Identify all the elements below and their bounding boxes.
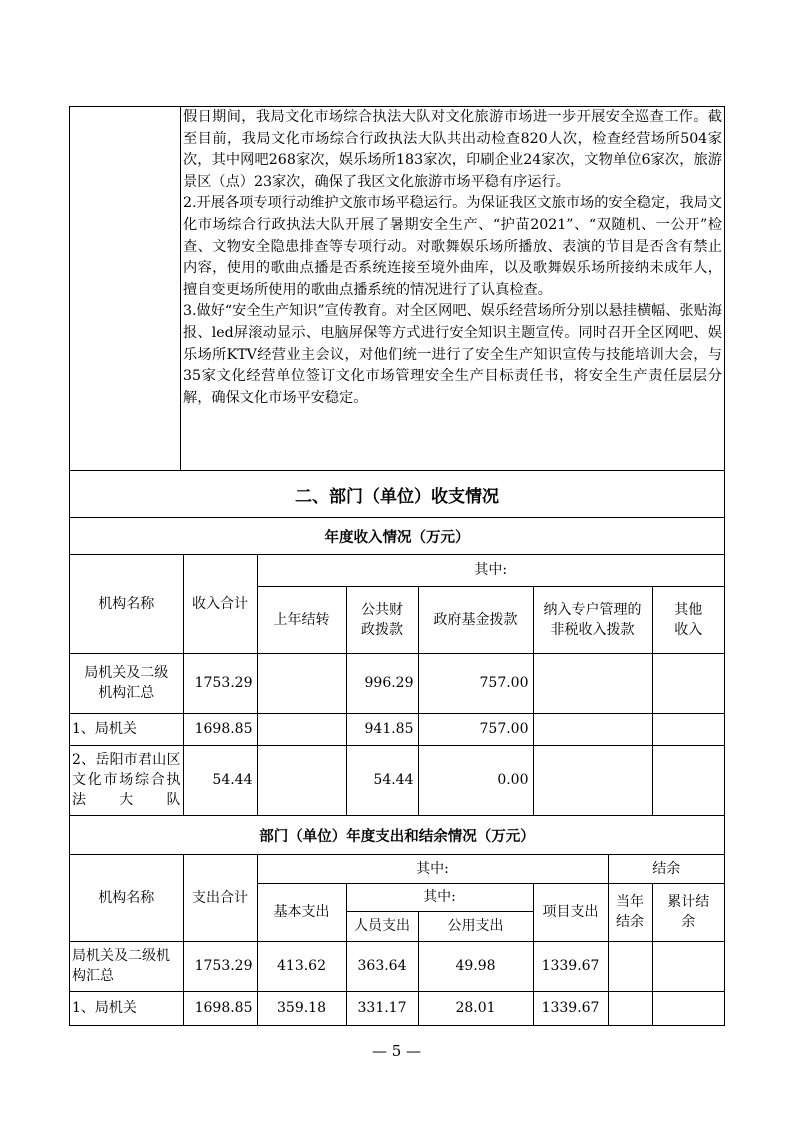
expense-org-cell: 局机关及二级机构汇总 — [70, 941, 183, 991]
income-header-other: 其他收入 — [652, 586, 724, 653]
expense-current-balance-cell — [608, 991, 652, 1025]
expense-header-of-which-2: 其中: — [346, 883, 533, 911]
income-total-cell: 1753.29 — [183, 653, 257, 713]
expense-personnel-cell: 331.17 — [346, 991, 418, 1025]
page-number: — 5 — — [371, 1042, 422, 1060]
expense-total-cell: 1753.29 — [183, 941, 257, 991]
expense-header-of-which: 其中: — [257, 855, 608, 883]
table-row — [70, 713, 724, 745]
income-public-finance-cell: 941.85 — [346, 713, 418, 745]
document-frame — [69, 106, 725, 1026]
expense-header-total: 支出合计 — [183, 855, 257, 941]
income-table-row — [70, 555, 724, 816]
income-total-cell: 1698.85 — [183, 713, 257, 745]
income-org-cell: 1、局机关 — [70, 713, 183, 745]
income-header-org: 机构名称 — [70, 555, 183, 653]
expense-project-cell: 1339.67 — [533, 991, 608, 1025]
expense-current-balance-cell — [608, 941, 652, 991]
expense-basic-cell: 359.18 — [257, 991, 346, 1025]
income-gov-fund-cell: 757.00 — [418, 713, 533, 745]
income-gov-fund-cell: 757.00 — [418, 653, 533, 713]
table-row — [70, 653, 724, 713]
income-other-cell — [652, 745, 724, 815]
income-carryover-cell — [257, 745, 346, 815]
expense-header-project: 项目支出 — [533, 883, 608, 941]
expense-total-cell: 1698.85 — [183, 991, 257, 1025]
income-other-cell — [652, 653, 724, 713]
income-org-cell: 局机关及二级机构汇总 — [70, 653, 183, 713]
narrative-gutter — [180, 107, 181, 470]
expense-table-row — [70, 855, 724, 1025]
expense-basic-cell: 413.62 — [257, 941, 346, 991]
income-total-cell: 54.44 — [183, 745, 257, 815]
income-nontax-cell — [533, 713, 652, 745]
narrative-paragraph-3: 3.做好“安全生产知识”宣传教育。对全区网吧、娱乐经营场所分别以悬挂横幅、张贴海报、led屏滚动显示、电脑屏保等方式进行安全知识主题宣传。同时召开全区网吧、娱乐场所KTV经营业主会议，对他们统一进行了安全生产知识宣传与技能培训大会，与35家文化经营单位签订文化市场管理安全生产目标责任书，将安全生产责任层层分解，确保文化市场平安稳定。 — [183, 303, 722, 406]
expense-header-cumulative-balance: 累计结余 — [652, 883, 724, 941]
income-header-of-which: 其中: — [257, 555, 724, 586]
income-carryover-cell — [257, 653, 346, 713]
income-header-total: 收入合计 — [183, 555, 257, 653]
expense-org-cell: 1、局机关 — [70, 991, 183, 1025]
expense-header-balance: 结余 — [608, 855, 724, 883]
expense-project-cell: 1339.67 — [533, 941, 608, 991]
narrative-paragraph-1: 假日期间，我局文化市场综合执法大队对文化旅游市场进一步开展安全巡查工作。截至目前，我局文化市场综合行政执法大队共出动检查820人次，检查经营场所504家次，其中网吧268家次，娱乐场所183家次，印刷企业24家次，文物单位6家次，旅游景区（点）23家次，确保了我区文化旅游市场平稳有序运行。 — [183, 109, 722, 190]
income-header-gov-fund: 政府基金拨款 — [418, 586, 533, 653]
table-row — [70, 941, 724, 991]
income-public-finance-cell: 996.29 — [346, 653, 418, 713]
income-title: 年度收入情况（万元） — [70, 518, 724, 555]
expense-header-org: 机构名称 — [70, 855, 183, 941]
income-header-public-finance: 公共财政拨款 — [346, 586, 418, 653]
narrative-body — [183, 107, 722, 409]
income-header-carryover: 上年结转 — [257, 586, 346, 653]
income-public-finance-cell: 54.44 — [346, 745, 418, 815]
income-org-cell: 2、岳阳市君山区文化市场综合执法大队 — [70, 745, 183, 815]
income-nontax-cell — [533, 653, 652, 713]
expense-public-use-cell: 28.01 — [418, 991, 533, 1025]
expense-header-public-use: 公用支出 — [418, 911, 533, 941]
income-header-nontax: 纳入专户管理的非税收入拨款 — [533, 586, 652, 653]
section-title: 二、部门（单位）收支情况 — [70, 471, 724, 518]
table-row — [70, 745, 724, 815]
expense-title: 部门（单位）年度支出和结余情况（万元） — [70, 816, 724, 855]
narrative-paragraph-2: 2.开展各项专项行动维护文旅市场平稳运行。为保证我区文旅市场的安全稳定，我局文化市场综合行政执法大队开展了暑期安全生产、“护苗2021”、“双随机、一公开”检查、文物安全隐患排查等专项行动。对歌舞娱乐场所播放、表演的节目是否含有禁止内容，使用的歌曲点播是否系统连接至境外曲库，以及歌舞娱乐场所接纳未成年人，擅自变更场所使用的歌曲点播系统的情况进行了认真检查。 — [183, 195, 722, 298]
expense-header-basic: 基本支出 — [257, 883, 346, 941]
income-table — [70, 555, 724, 815]
expense-cumulative-balance-cell — [652, 991, 724, 1025]
income-carryover-cell — [257, 713, 346, 745]
expense-header-personnel: 人员支出 — [346, 911, 418, 941]
income-nontax-cell — [533, 745, 652, 815]
expense-table — [70, 855, 724, 1025]
expense-personnel-cell: 363.64 — [346, 941, 418, 991]
expense-public-use-cell: 49.98 — [418, 941, 533, 991]
table-row — [70, 991, 724, 1025]
expense-header-current-balance: 当年结余 — [608, 883, 652, 941]
income-other-cell — [652, 713, 724, 745]
income-gov-fund-cell: 0.00 — [418, 745, 533, 815]
narrative-row — [70, 107, 724, 471]
expense-cumulative-balance-cell — [652, 941, 724, 991]
